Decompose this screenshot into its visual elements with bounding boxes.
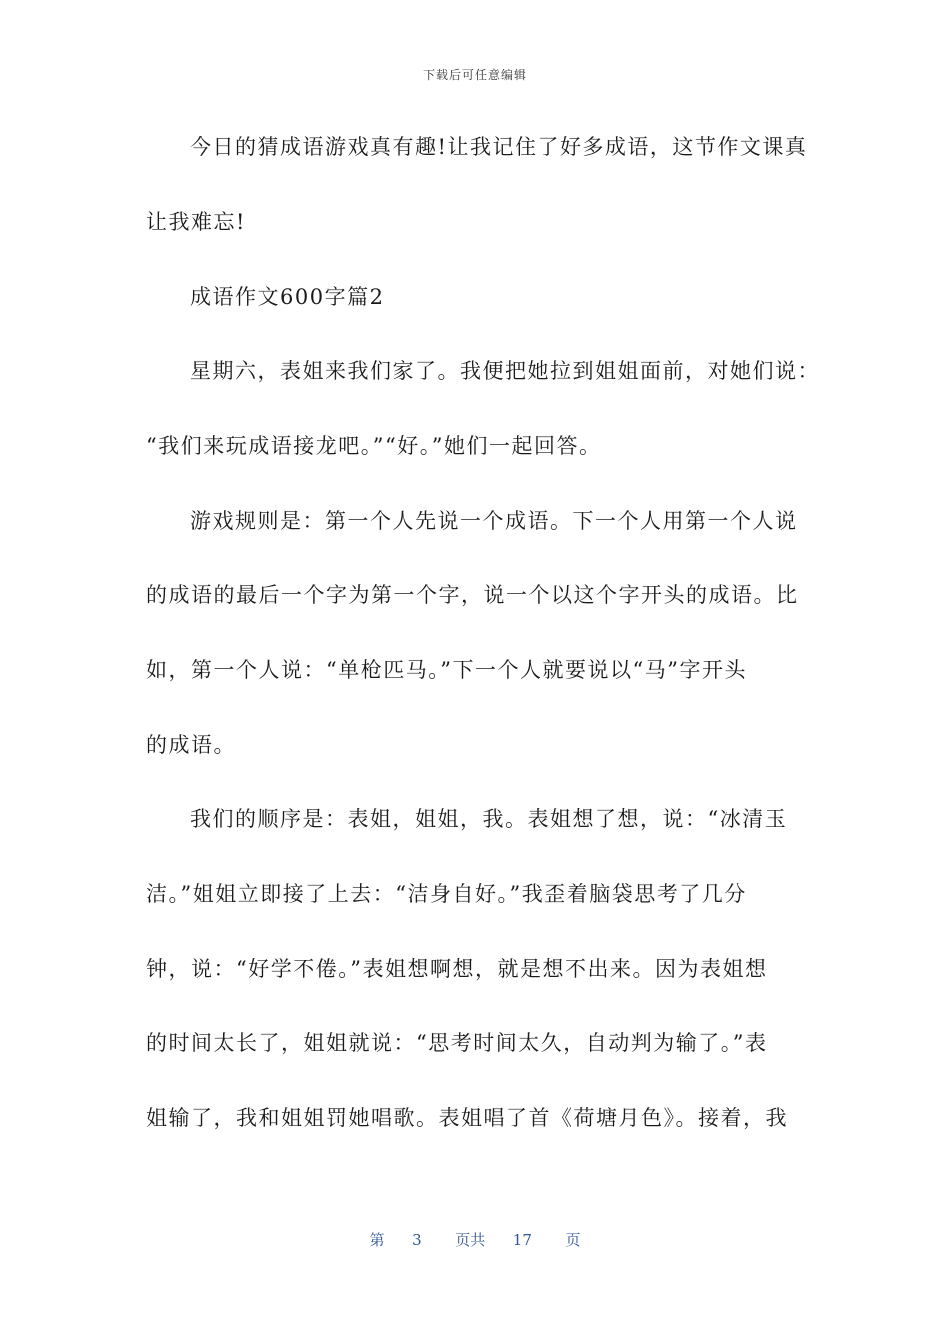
text-line: 今日的猜成语游戏真有趣!让我记住了好多成语，这节作文课真 bbox=[190, 135, 808, 159]
footer-prefix: 第 bbox=[369, 1231, 385, 1249]
text-line: 如，第一个人说：“单枪匹马。”下一个人就要说以“马”字开头 bbox=[146, 658, 747, 682]
page-header: 下载后可任意编辑 bbox=[422, 68, 527, 82]
text-line: 钟，说：“好学不倦。”表姐想啊想，就是想不出来。因为表姐想 bbox=[146, 957, 768, 981]
text-line: 让我难忘! bbox=[146, 210, 246, 234]
footer-suffix: 页 bbox=[565, 1231, 581, 1249]
text-line: 的时间太长了，姐姐就说：“思考时间太久，自动判为输了。”表 bbox=[146, 1031, 768, 1055]
text-line: 的成语。 bbox=[146, 733, 236, 757]
text-line: 的成语的最后一个字为第一个字，说一个以这个字开头的成语。比 bbox=[146, 583, 799, 607]
page-footer bbox=[0, 1229, 950, 1250]
total-pages-number: 17 bbox=[512, 1231, 532, 1249]
section-heading: 成语作文600字篇2 bbox=[190, 285, 385, 309]
text-line: “我们来玩成语接龙吧。”“好。”她们一起回答。 bbox=[146, 434, 602, 458]
text-line: 姐输了，我和姐姐罚她唱歌。表姐唱了首《荷塘月色》。接着，我 bbox=[146, 1106, 788, 1130]
text-line: 星期六，表姐来我们家了。我便把她拉到姐姐面前，对她们说： bbox=[190, 359, 820, 383]
footer-middle: 页共 bbox=[455, 1231, 486, 1249]
text-line: 游戏规则是：第一个人先说一个成语。下一个人用第一个人说 bbox=[190, 509, 798, 533]
current-page-number: 3 bbox=[412, 1231, 422, 1249]
text-line: 洁。”姐姐立即接了上去：“洁身自好。”我歪着脑袋思考了几分 bbox=[146, 882, 747, 906]
text-line: 我们的顺序是：表姐，姐姐，我。表姐想了想，说：“冰清玉 bbox=[190, 807, 788, 831]
